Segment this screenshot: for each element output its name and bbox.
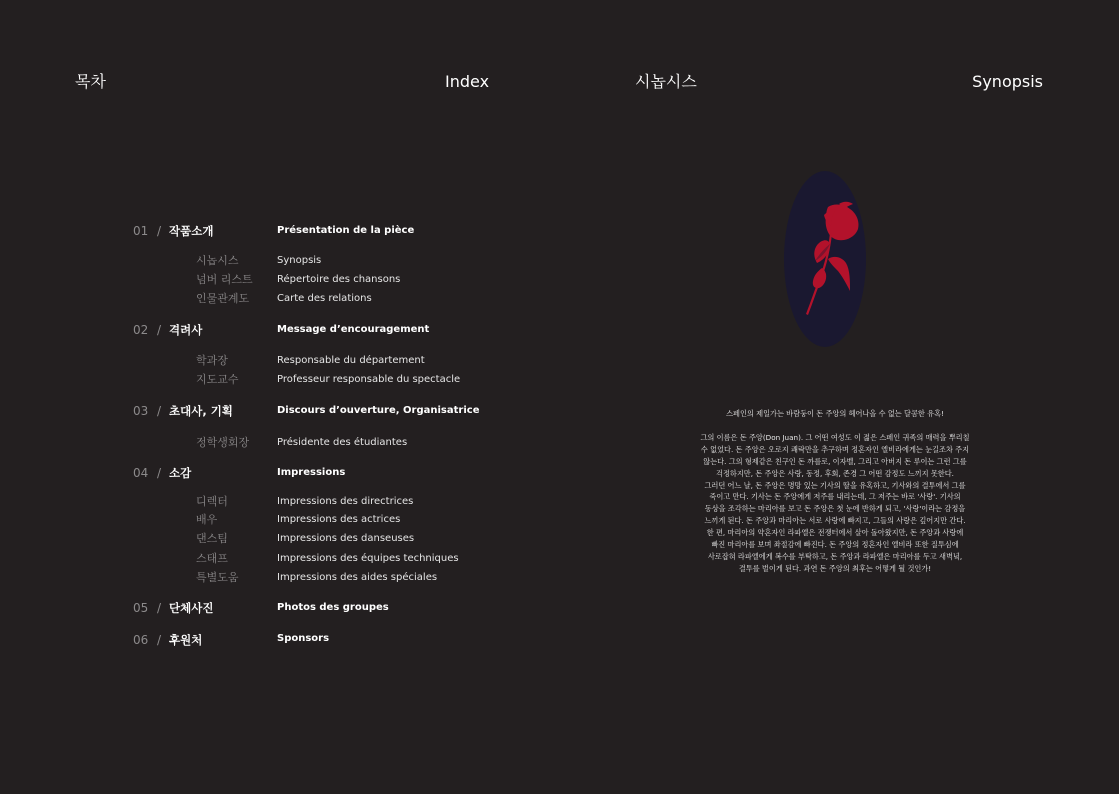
subitem-korean: 학과장 [196,354,228,367]
index-title-french: Index [445,72,490,91]
synopsis-title-korean: 시놉시스 [635,72,697,91]
subitem-french: Impressions des actrices [277,514,401,525]
rose-icon [784,171,866,347]
subitem-korean: 정학생회장 [196,436,250,449]
synopsis-line: 한 편, 마리아의 약혼자인 라파엘은 전쟁터에서 살아 돌아왔지만, 돈 주앙과 사랑에 [706,528,964,538]
section-title-french: Discours d’ouverture, Organisatrice [277,405,480,416]
subitem-french: Synopsis [277,255,322,266]
section-title-korean: 초대사, 기획 [169,404,233,418]
synopsis-line: 죽이고 만다. 기사는 돈 주앙에게 저주를 내리는데, 그 저주는 바로 '사랑'. 기사의 [709,492,961,502]
section-slash: / [157,633,162,647]
section-title-french: Sponsors [277,633,330,644]
subitem-korean: 배우 [196,513,218,526]
subitem-korean: 스태프 [196,552,228,565]
synopsis-line: 빠진 마리아를 보며 좌절감에 빠진다. 돈 주앙의 정혼자인 엘비라 또한 질투심에 [711,540,959,550]
synopsis-body [675,432,995,575]
subitem-french: Impressions des aides spéciales [277,572,438,583]
section-number: 02 [133,323,149,337]
section-number: 01 [133,224,149,238]
section-title-korean: 단체사진 [169,601,214,615]
rose-illustration [784,171,866,347]
subitem-french: Impressions des directrices [277,496,414,507]
index-title-korean: 목차 [75,72,106,91]
synopsis-line: 않는다. 그의 형제같은 친구인 돈 까를로, 이자벨, 그리고 아버지 돈 루이는 그런 그를 [703,456,967,466]
section-slash: / [157,323,162,337]
subitem-korean: 디렉터 [196,495,228,508]
subitem-french: Présidente des étudiantes [277,437,408,448]
section-title-french: Message d’encouragement [277,324,430,335]
subitem-korean: 특별도움 [196,571,239,584]
section-title-french: Photos des groupes [277,602,389,613]
section-number: 06 [133,633,149,647]
section-number: 05 [133,601,149,615]
synopsis-line: 그러던 어느 날, 돈 주앙은 명망 있는 기사의 딸을 유혹하고, 기사와의 결투에서 그를 [704,480,966,490]
subitem-french: Carte des relations [277,293,372,304]
section-title-french: Impressions [277,467,346,478]
section-slash: / [157,466,162,480]
section-slash: / [157,224,162,238]
section-title-korean: 격려사 [169,323,203,337]
synopsis-line: 수 없었다. 돈 주앙은 오로지 쾌락만을 추구하며 정혼자인 엘비라에게는 눈길조차 주지 [700,444,970,454]
synopsis-line: 걱정하지만, 돈 주앙은 사랑, 동정, 후회, 존경 그 어떤 감정도 느끼지 못한다. [716,468,954,478]
section-number: 04 [133,466,149,480]
section-number: 03 [133,404,149,418]
synopsis-line: 결투를 벌이게 된다. 과연 돈 주앙의 최후는 어떻게 될 것인가! [738,563,932,573]
section-title-french: Présentation de la pièce [277,225,415,236]
subitem-french: Impressions des danseuses [277,533,415,544]
subitem-korean: 인물관계도 [196,292,250,305]
section-title-korean: 후원처 [169,633,203,647]
synopsis-line: 그의 이름은 돈 주앙(Don Juan). 그 어떤 여성도 이 젊은 스페인 귀족의 매력을 뿌리칠 [700,432,970,442]
synopsis-lead: 스페인의 제일가는 바람둥이 돈 주앙의 헤어나올 수 없는 달콤한 유혹! [726,409,944,418]
synopsis-line: 사로잡혀 라파엘에게 복수를 부탁하고, 돈 주앙과 라파엘은 마리아를 두고 새벽녘, [707,551,963,561]
section-slash: / [157,601,162,615]
section-title-korean: 소감 [169,466,192,480]
synopsis-line: 느끼게 된다. 돈 주앙과 마리아는 서로 사랑에 빠지고, 그들의 사랑은 깊어지만 간다. [704,516,966,526]
synopsis-title-french: Synopsis [972,72,1043,91]
subitem-french: Professeur responsable du spectacle [277,374,461,385]
synopsis-text [675,408,995,575]
synopsis-line: 동상을 조각하는 마리아를 보고 돈 주앙은 첫 눈에 반하게 되고, '사랑'이라는 감정을 [704,504,966,514]
subitem-korean: 지도교수 [196,373,239,386]
subitem-french: Répertoire des chansons [277,274,401,285]
subitem-korean: 댄스팀 [196,532,228,545]
section-slash: / [157,404,162,418]
subitem-french: Impressions des équipes techniques [277,553,459,564]
subitem-korean: 넘버 리스트 [196,273,253,286]
subitem-korean: 시놉시스 [196,254,239,267]
subitem-french: Responsable du département [277,355,425,366]
section-title-korean: 작품소개 [169,224,214,238]
